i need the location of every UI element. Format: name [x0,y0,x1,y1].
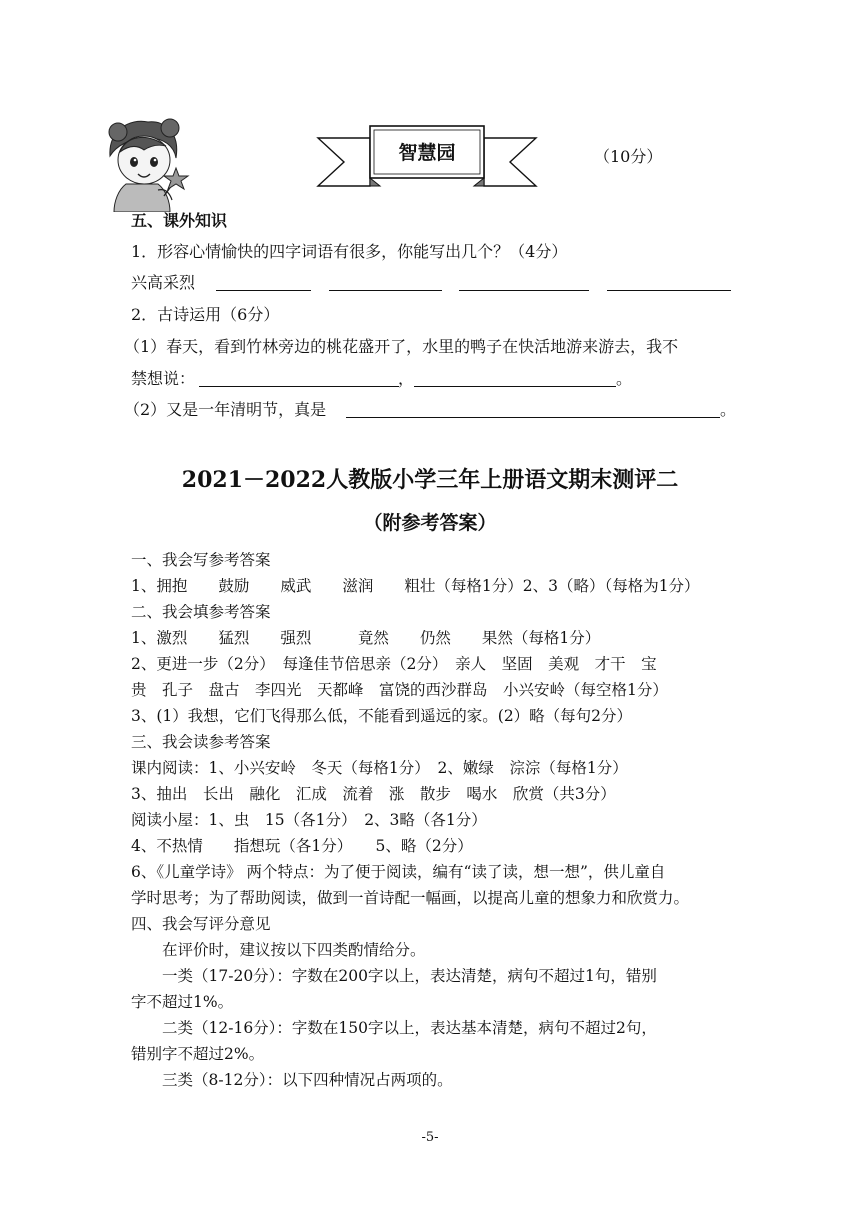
answer-blank [346,417,720,418]
question-2: 2．古诗运用（6分） [131,305,280,324]
answer-line: 二、我会填参考答案 [131,603,271,621]
page-number: -5- [421,1130,439,1145]
cartoon-girl-illustration [100,116,192,212]
question-2-1-line1: （1）春天，看到竹林旁边的桃花盛开了，水里的鸭子在快活地游来游去，我不 [124,337,679,356]
answer-line: 3、(1）我想，它们飞得那么低，不能看到遥远的家。(2）略（每句2分） [131,707,633,725]
answer-line: 一类（17-20分）：字数在200字以上，表达清楚，病句不超过1句，错别 [131,967,657,985]
section-heading: 五、课外知识 [131,211,228,230]
question-1: 1．形容心情愉快的四字词语有很多，你能写出几个？（4分） [131,242,568,261]
question-2-2-end: 。 [720,400,737,419]
question-2-1-prefix: 禁想说： [131,369,196,388]
answer-line: 4、不热情 指想玩（各1分） 5、略（2分） [131,837,473,855]
answer-blank [414,386,616,387]
answer-blank [329,290,442,291]
answer-line: 课内阅读：1、小兴安岭 冬天（每格1分） 2、嫩绿 淙淙（每格1分） [131,759,628,777]
answer-line: 1、拥抱 鼓励 威武 滋润 粗壮（每格1分）2、3（略）（每格为1分） [131,577,700,595]
question-1-example: 兴高采烈 [131,273,196,292]
answer-line: 1、激烈 猛烈 强烈 竟然 仍然 果然（每格1分） [131,629,601,647]
answer-line: 贵 孔子 盘古 李四光 天都峰 富饶的西沙群岛 小兴安岭（每空格1分） [131,681,668,699]
answer-blank [216,290,311,291]
answer-line: 阅读小屋：1、虫 15（各1分） 2、3略（各1分） [131,811,487,829]
answer-line: 三、我会读参考答案 [131,733,271,751]
answer-line: 在评价时，建议按以下四类酌情给分。 [131,941,426,959]
answer-line: 2、更进一步（2分） 每逢佳节倍思亲（2分） 亲人 坚固 美观 才干 宝 [131,655,657,673]
answer-blank [199,386,399,387]
question-2-1-end: 。 [616,369,633,388]
banner-title: 智慧园 [398,142,456,164]
answer-line: 三类（8-12分）：以下四种情况占两项的。 [131,1071,453,1089]
answer-key-title: 2021－2022人教版小学三年上册语文期末测评二 [181,467,679,493]
answer-blank [607,290,731,291]
answer-line: 二类（12-16分）：字数在150字以上，表达基本清楚，病句不超过2句， [131,1019,657,1037]
answer-line: 3、抽出 长出 融化 汇成 流着 涨 散步 喝水 欣赏（共3分） [131,785,616,803]
answer-line: 四、我会写评分意见 [131,915,271,933]
answer-line: 错别字不超过2%。 [131,1045,265,1063]
answer-line: 6、《儿童学诗》 两个特点：为了便于阅读，编有“读了读，想一想”，供儿童自 [131,863,666,881]
answer-blank [459,290,589,291]
answer-line: 字不超过1%。 [131,993,234,1011]
answer-key-subtitle: （附参考答案） [363,512,497,534]
answer-line: 学时思考；为了帮助阅读，做到一首诗配一幅画，以提高儿童的想象力和欣赏力。 [131,889,690,907]
question-2-1-comma: ， [398,369,415,388]
answer-line: 一、我会写参考答案 [131,551,271,569]
banner-score: （10分） [594,147,663,166]
question-2-2-prefix: （2）又是一年清明节，真是 [124,400,327,419]
